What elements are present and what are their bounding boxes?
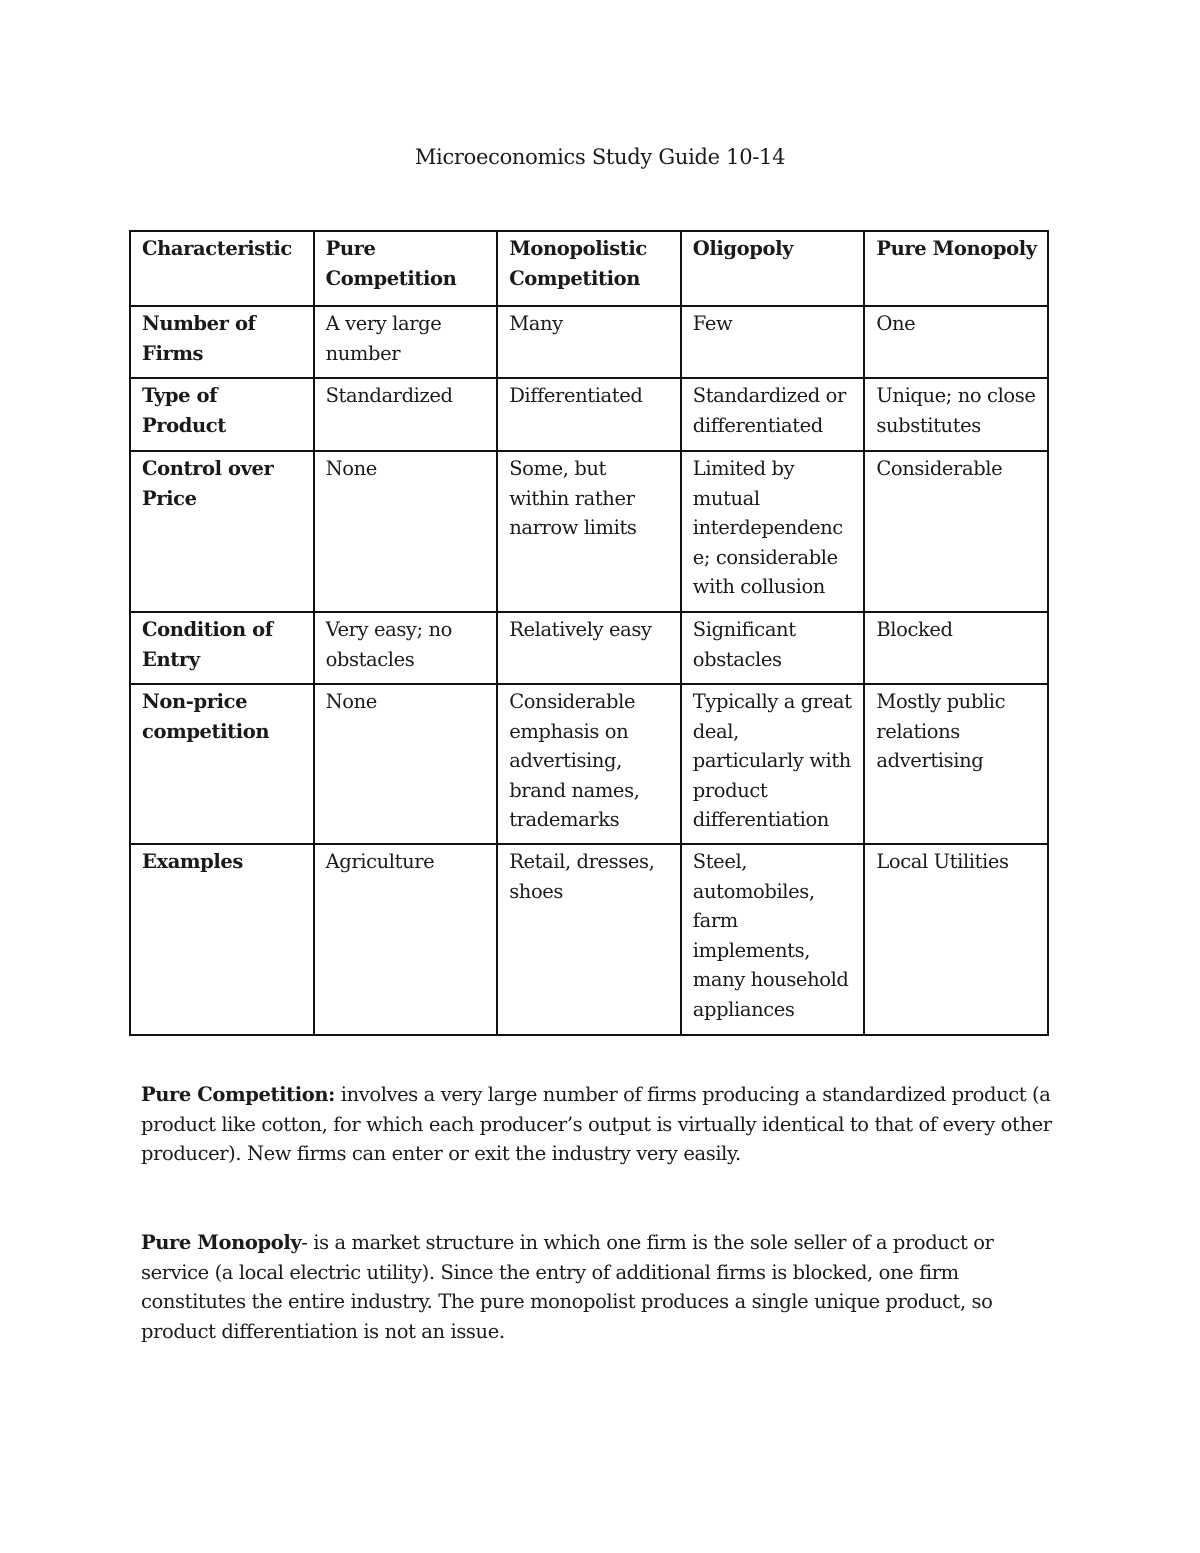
row-label: Type of Product [130, 378, 314, 451]
table-cell: Considerable [864, 451, 1048, 612]
table-cell: Steel, automobiles, farm implements, many household appliances [681, 844, 865, 1035]
header-oligopoly: Oligopoly [681, 231, 865, 306]
header-monopolistic-competition: Monopolistic Competition [497, 231, 681, 306]
paragraph-term: Pure Monopoly [141, 1231, 302, 1254]
table-cell: Retail, dresses, shoes [497, 844, 681, 1035]
table-cell: A very large number [314, 306, 498, 378]
table-cell: Blocked [864, 612, 1048, 684]
table-cell: Significant obstacles [681, 612, 865, 684]
table-cell: Local Utilities [864, 844, 1048, 1035]
table-cell: Typically a great deal, particularly with product differentiation [681, 684, 865, 844]
market-structures-table [129, 230, 1049, 1036]
table-row [130, 306, 1048, 378]
table-cell: Standardized [314, 378, 498, 451]
row-label: Non-price competition [130, 684, 314, 844]
table-cell: Agriculture [314, 844, 498, 1035]
table-cell: Relatively easy [497, 612, 681, 684]
paragraph-text: - is a market structure in which one firm is the sole seller of a product or service (a local electric utility). Since the entry of additional firms is blocked, one firm constitutes the entire industry. The pure monopolist produces a single unique product, so product differentiation is not an issue. [141, 1231, 994, 1343]
header-pure-monopoly: Pure Monopoly [864, 231, 1048, 306]
table-cell: None [314, 451, 498, 612]
table-cell: Standardized or differentiated [681, 378, 865, 451]
row-label: Condition of Entry [130, 612, 314, 684]
header-pure-competition: Pure Competition [314, 231, 498, 306]
table-header-row [130, 231, 1048, 306]
table-cell: Differentiated [497, 378, 681, 451]
table-cell: One [864, 306, 1048, 378]
table-row [130, 378, 1048, 451]
table-cell: Few [681, 306, 865, 378]
table-cell: None [314, 684, 498, 844]
page-title: Microeconomics Study Guide 10-14 [414, 145, 786, 169]
table-cell: Some, but within rather narrow limits [497, 451, 681, 612]
table-cell: Many [497, 306, 681, 378]
paragraph-text: involves a very large number of firms producing a standardized product (a product like cotton, for which each producer’s output is virtually identical to that of every other producer). New firms can enter or exit the industry very easily. [141, 1083, 1052, 1165]
header-characteristic: Characteristic [130, 231, 314, 306]
table-row [130, 844, 1048, 1035]
table-row [130, 612, 1048, 684]
pure-competition-paragraph [141, 1080, 1066, 1169]
row-label: Examples [130, 844, 314, 1035]
pure-monopoly-paragraph [141, 1228, 1066, 1346]
table-cell: Very easy; no obstacles [314, 612, 498, 684]
row-label: Number of Firms [130, 306, 314, 378]
table-cell: Considerable emphasis on advertising, brand names, trademarks [497, 684, 681, 844]
table-cell: Limited by mutual interdependence; considerable with collusion [681, 451, 865, 612]
table-row [130, 451, 1048, 612]
table-row [130, 684, 1048, 844]
table-cell: Mostly public relations advertising [864, 684, 1048, 844]
table-cell: Unique; no close substitutes [864, 378, 1048, 451]
row-label: Control over Price [130, 451, 314, 612]
paragraph-term: Pure Competition: [141, 1083, 335, 1106]
